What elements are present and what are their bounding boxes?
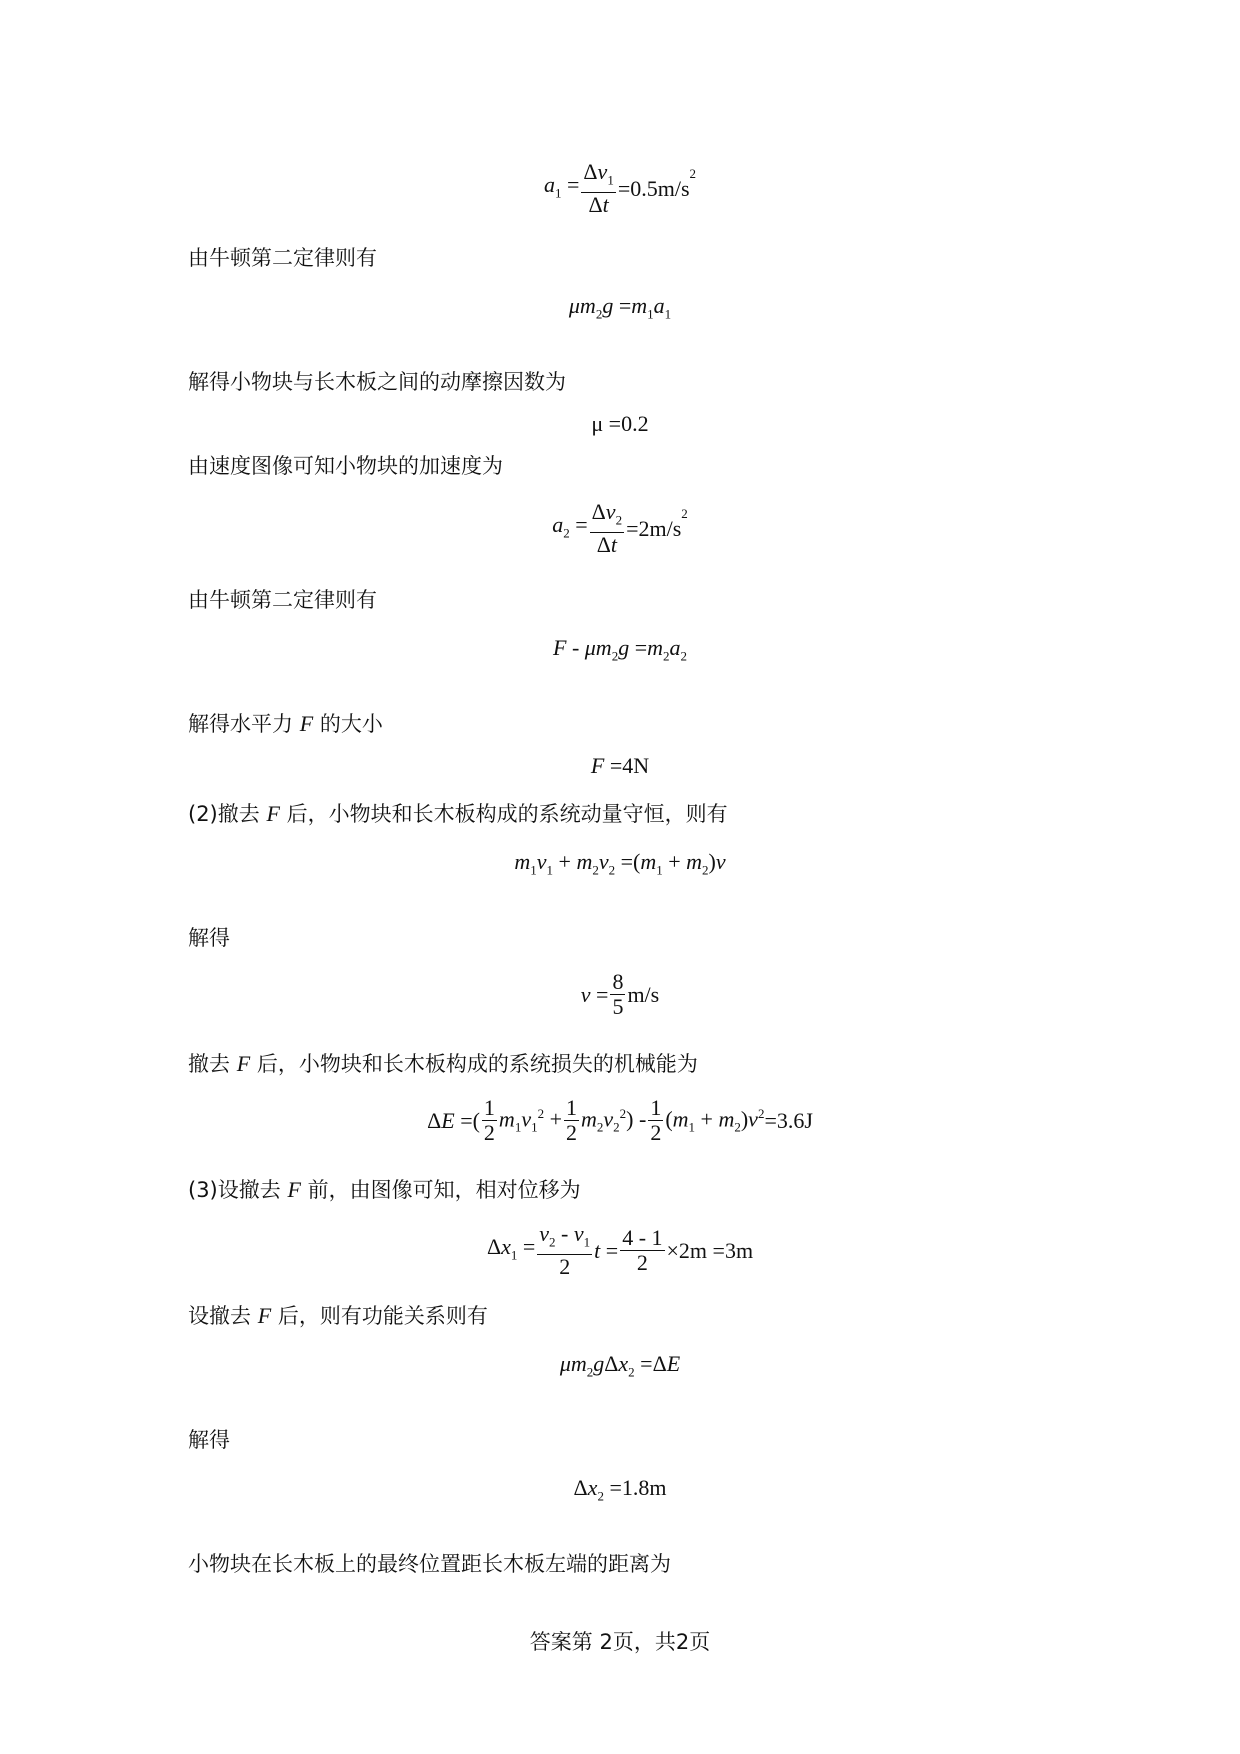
equation-a1: $a_1$ = $\frac{\Delta v_1}{\Delta t}$ $=0.5m/s^2$ — [543, 159, 697, 218]
equation-work-energy: $\mu m_2g\Delta x_2 =\Delta E$ — [559, 1351, 681, 1380]
eq12-result: =1.8m — [609, 1475, 667, 1500]
text-line-2: 解得小物块与长木板之间的动摩擦因数为 — [188, 370, 566, 394]
equation-momentum: $m_1v_1 + m_2v_2 =(m_1 + m_2)v$ — [514, 849, 726, 878]
page-footer: 答案第 2页，共2页 — [529, 1630, 711, 1654]
equation-F: F =4N — [590, 753, 650, 778]
text-line-12: 小物块在长木板上的最终位置距长木板左端的距离为 — [188, 1552, 671, 1576]
text-line-3: 由速度图像可知小物块的加速度为 — [188, 454, 503, 478]
eq9-result: =3.6J — [764, 1107, 813, 1133]
equation-mu: μ =0.2 — [591, 411, 649, 436]
equation-dx2: $\Delta x_2 =1.8m$ — [573, 1475, 667, 1504]
text-line-1: 由牛顿第二定律则有 — [188, 246, 377, 270]
text-line-8: 撤去 F 后，小物块和长木板构成的系统损失的机械能为 — [188, 1051, 698, 1076]
text-line-9: (3)设撤去 F 前，由图像可知，相对位移为 — [188, 1177, 581, 1202]
eq10-mid: ×2m =3m — [666, 1237, 754, 1263]
equation-energy-loss: ΔE =( $\frac{1}{2}$ $m_1v_1^2$ + $\frac{1}{2}$ $m_2v_2^2$) - $\frac{1}{2}$ $(m_1 + m_2)v^2=3.6J$ — [427, 1095, 813, 1145]
eq8-unit: m/s — [627, 981, 660, 1007]
text-line-6: (2)撤去 F 后，小物块和长木板构成的系统动量守恒，则有 — [188, 801, 728, 826]
text-line-11: 解得 — [188, 1428, 230, 1452]
text-line-4: 由牛顿第二定律则有 — [188, 588, 377, 612]
text-line-10: 设撤去 F 后，则有功能关系则有 — [188, 1303, 488, 1328]
text-line-7: 解得 — [188, 926, 230, 950]
equation-v: v = $\frac{8}{5}$ m/s — [580, 969, 660, 1019]
eq1-result: =0.5m/s — [617, 175, 690, 201]
equation-friction-1: $\mu m_2g =m_1a_1$ — [568, 293, 672, 322]
text-line-5: 解得水平力 F 的大小 — [188, 711, 383, 736]
equation-force: $F - \mu m_2g =m_2a_2$ — [552, 635, 688, 664]
equation-relative-displacement: $\Delta x_1$ = $\frac{v_2 - v_1}{2}$ t = $\frac{4 - 1}{2}$ ×2m =3m — [486, 1221, 754, 1280]
eq4-result: =2m/s — [626, 515, 682, 541]
equation-a2: $a_2$ = $\frac{\Delta v_2}{\Delta t}$ $=2m/s^2$ — [552, 499, 688, 558]
